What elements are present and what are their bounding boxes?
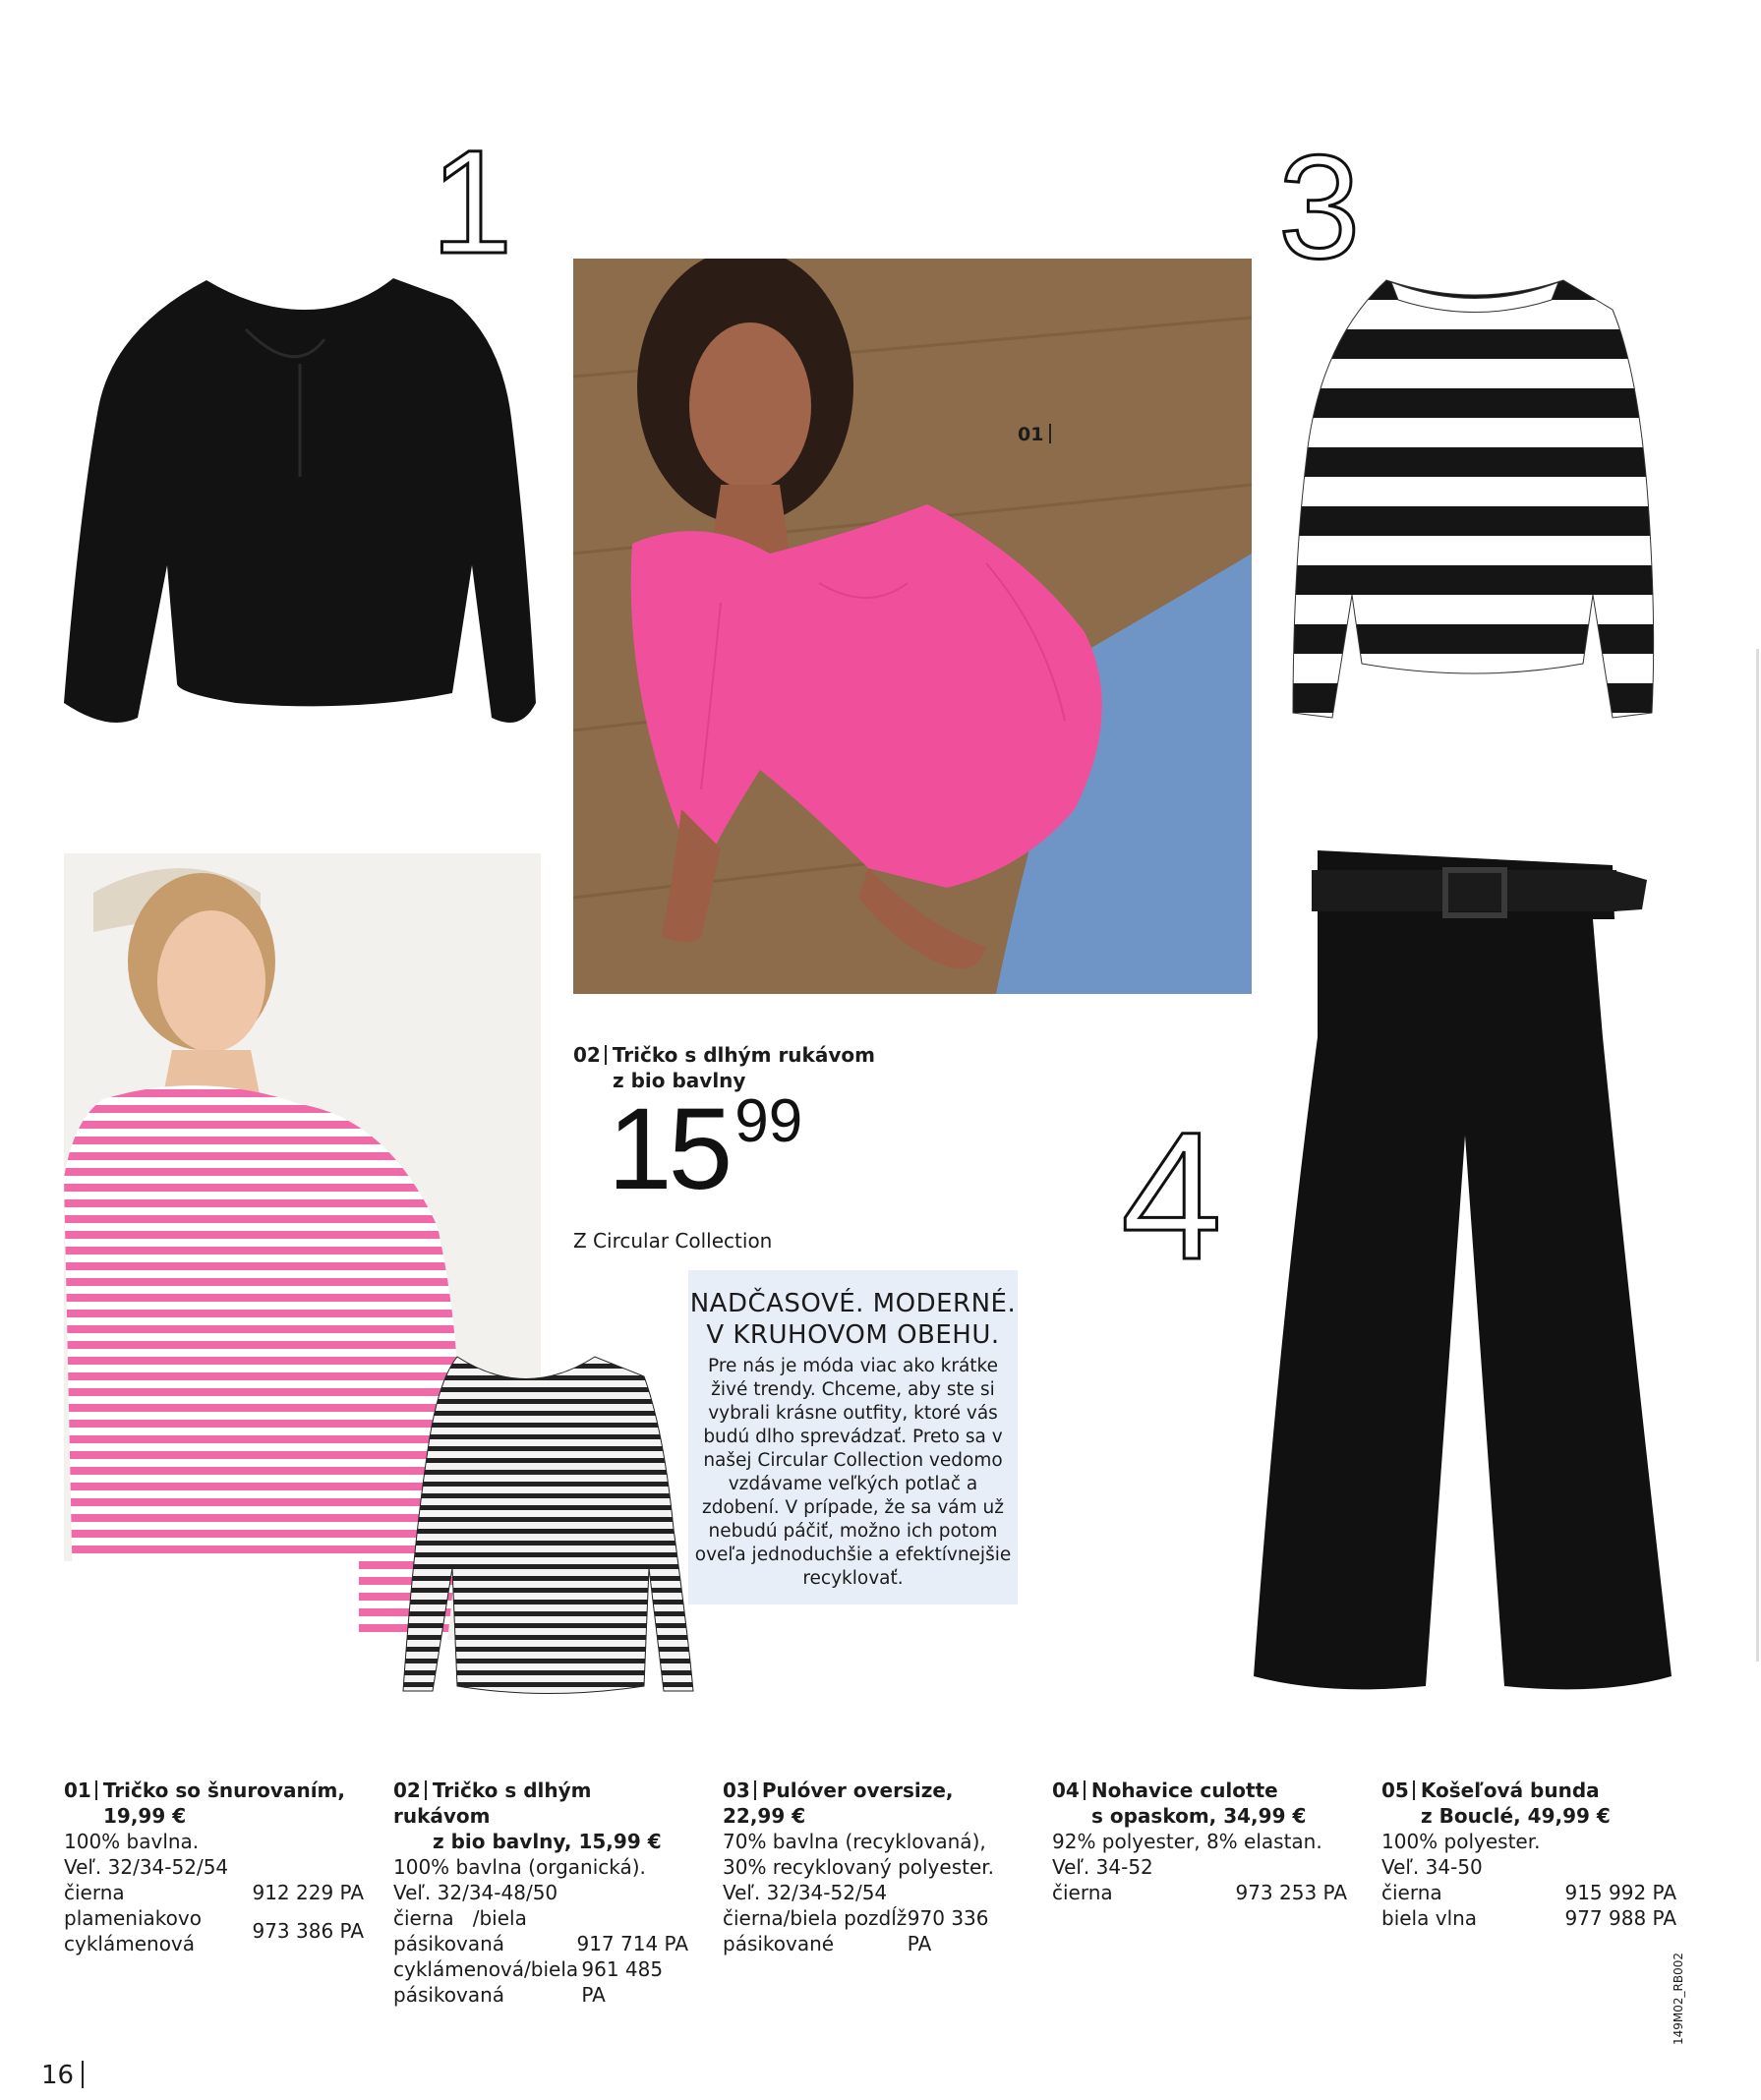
feature-title-1: Tričko s dlhým rukávom	[612, 1043, 875, 1067]
feature-item-no: 02	[573, 1043, 601, 1067]
feature-title-2: z bio bavlny	[613, 1069, 746, 1092]
product-05-info	[1381, 1778, 1676, 1931]
product-01-material: 100% bavlna.	[64, 1830, 200, 1853]
product-01-code-2: 973 386 PA	[252, 1919, 364, 1943]
product-01-info	[64, 1778, 364, 1956]
feature-price	[608, 1084, 803, 1214]
product-03-info	[723, 1778, 1018, 1956]
circular-heading-1: NADČASOVÉ. MODERNÉ.	[689, 1289, 1017, 1318]
product-05-code-1: 915 992 PA	[1564, 1881, 1676, 1904]
number-three: 3	[1278, 124, 1361, 289]
product-02-code-2: 961 485 PA	[581, 1957, 664, 2007]
page-number: 16	[41, 2061, 84, 2090]
product-03-no: 03	[723, 1779, 750, 1802]
product-02-title: Tričko s dlhým rukávom	[393, 1779, 592, 1828]
product-05-price: z Bouclé, 49,99 €	[1421, 1804, 1611, 1828]
product-01-price: 19,99 €	[103, 1804, 187, 1828]
circular-info-box	[688, 1270, 1018, 1604]
product-03-code-1: 970 336 PA	[907, 1906, 989, 1955]
product-05-no: 05	[1381, 1779, 1409, 1802]
circular-heading-2: V KRUHOVOM OBEHU.	[706, 1320, 1000, 1350]
product-03-material-1: 70% bavlna (recyklovaná),	[723, 1830, 986, 1853]
product-02-price: z bio bavlny, 15,99 €	[433, 1830, 662, 1853]
product-01-code-1: 912 229 PA	[252, 1881, 364, 1904]
product-05-material: 100% polyester.	[1381, 1830, 1541, 1853]
product-03-material-2: 30% recyklovaný polyester.	[723, 1855, 995, 1879]
product-04-title: Nohavice culotte	[1090, 1779, 1278, 1802]
black-culottes-image	[1249, 841, 1681, 1706]
striped-sweater-image	[1288, 270, 1662, 723]
circular-body-text: Pre nás je móda viac ako krátke živé trendy. Chceme, aby ste si vybrali krásne outfity, ktoré vás budú dlho sprevádzať. Preto sa v našej Circular Collection vedomo vzdávame veľkých potlač a zdobení. V prípade, že sa vám už nebudú páčiť, možno ich potom oveľa jednoduchšie a efektívnejšie recyklovať.	[694, 1356, 1012, 1589]
product-02-size: Veľ. 32/34-48/50	[393, 1881, 558, 1904]
black-top-image	[59, 270, 541, 742]
product-03-title: Pulóver oversize, 22,99 €	[723, 1779, 954, 1828]
product-04-price: s opaskom, 34,99 €	[1091, 1804, 1307, 1828]
product-04-variant-1: čierna	[1052, 1881, 1113, 1904]
product-01-title: Tričko so šnurovaním,	[102, 1779, 345, 1802]
product-03-variant-1: čierna/biela pozdĺž pásikované	[723, 1906, 908, 1955]
product-05-title: Košeľová bunda	[1420, 1779, 1600, 1802]
price-decimal: 99	[734, 1087, 803, 1155]
number-four: 4	[1121, 1095, 1222, 1298]
product-04-material: 92% polyester, 8% elastan.	[1052, 1830, 1322, 1853]
model-pink-top-photo	[573, 259, 1252, 994]
product-04-code-1: 973 253 PA	[1235, 1881, 1347, 1904]
price-integer: 15	[608, 1084, 730, 1214]
product-01-size: Veľ. 32/34-52/54	[64, 1855, 229, 1879]
product-01-no: 01	[64, 1779, 91, 1802]
product-05-code-2: 977 988 PA	[1564, 1906, 1676, 1930]
photo-tag: 01	[1018, 424, 1051, 445]
side-code: 149M02_RB002	[1672, 1952, 1685, 2045]
product-02-code-1: 917 714 PA	[576, 1932, 688, 1955]
number-one: 1	[431, 119, 513, 284]
product-05-variant-1: čierna	[1381, 1881, 1442, 1904]
edge-line	[1756, 649, 1759, 1662]
product-04-info	[1052, 1778, 1347, 1905]
black-striped-top-image	[398, 1352, 703, 1706]
product-05-variant-2: biela vlna	[1381, 1906, 1478, 1930]
product-02-variant-1: čierna /biela pásikovaná	[393, 1906, 534, 1955]
product-05-size: Veľ. 34-50	[1381, 1855, 1483, 1879]
product-02-material: 100% bavlna (organická).	[393, 1855, 646, 1879]
product-02-variant-2: cyklámenová/biela pásikovaná	[393, 1957, 579, 2007]
product-03-size: Veľ. 32/34-52/54	[723, 1881, 888, 1904]
product-01-variant-1: čierna	[64, 1881, 125, 1904]
product-04-size: Veľ. 34-52	[1052, 1855, 1153, 1879]
product-01-variant-2: plameniakovo cyklámenová	[64, 1906, 202, 1955]
collection-label: Z Circular Collection	[573, 1229, 773, 1253]
product-04-no: 04	[1052, 1779, 1080, 1802]
product-02-no: 02	[393, 1779, 421, 1802]
product-02-info	[393, 1778, 688, 2008]
